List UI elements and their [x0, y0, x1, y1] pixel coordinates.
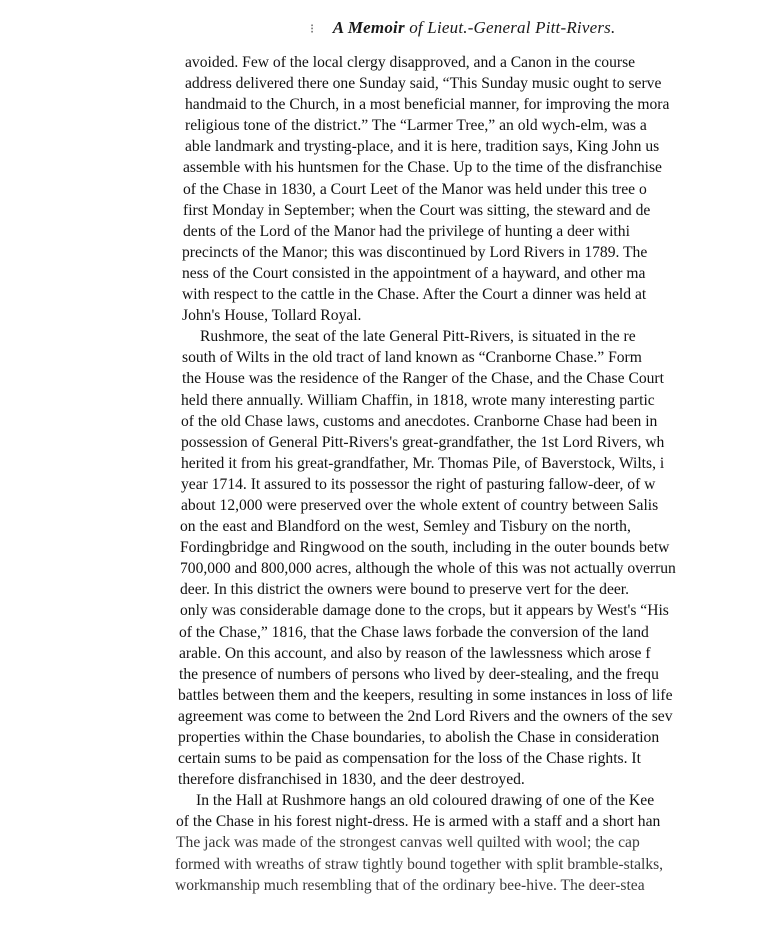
text-line: [0, 200, 768, 221]
text-line: [0, 875, 768, 896]
text-line: [0, 115, 768, 136]
line-text: John's House, Tollard Royal.: [182, 307, 362, 325]
line-text: of the Chase,” 1816, that the Chase laws forbade the conversion of the land: [179, 623, 649, 641]
text-line: [0, 157, 768, 178]
line-text: handmaid to the Church, in a most beneficial manner, for improving the mora: [185, 96, 670, 114]
line-text: of the Chase in 1830, a Court Leet of the Manor was held under this tree o: [183, 180, 647, 198]
line-text: avoided. Few of the local clergy disapproved, and a Canon in the course: [185, 54, 636, 71]
line-text: of the Chase in his forest night-dress. He is armed with a staff and a short han: [176, 813, 661, 831]
line-text: precincts of the Manor; this was discontinued by Lord Rivers in 1789. The: [182, 243, 648, 261]
text-line: [0, 600, 768, 621]
line-text: properties within the Chase boundaries, to abolish the Chase in consideration: [178, 729, 660, 746]
line-text: In the Hall at Rushmore hangs an old coloured drawing of one of the Kee: [196, 792, 655, 810]
text-line: [0, 854, 768, 875]
text-line: [0, 622, 768, 643]
text-line: [0, 495, 768, 516]
ornament-mark: ⁝: [310, 21, 315, 36]
text-line: [0, 685, 768, 706]
line-text: with respect to the cattle in the Chase. After the Court a dinner was held at: [182, 286, 647, 304]
text-line: [0, 769, 768, 790]
text-line: [0, 136, 768, 157]
text-line: [0, 179, 768, 200]
text-line: [0, 368, 768, 389]
text-line: [0, 326, 768, 347]
text-line: [0, 579, 768, 600]
text-line: [0, 263, 768, 284]
line-text: therefore disfranchised in 1830, and the deer destroyed.: [178, 771, 525, 789]
line-text: of the old Chase laws, customs and anecdotes. Cranborne Chase had been in: [181, 412, 658, 430]
text-line: [0, 347, 768, 368]
line-text: on the east and Blandford on the west, Semley and Tisbury on the north,: [180, 518, 631, 536]
text-line: [0, 221, 768, 242]
body-text: [0, 52, 768, 896]
line-text: formed with wreaths of straw tightly bound together with split bramble-stalks,: [175, 855, 664, 873]
line-text: deer. In this district the owners were bound to preserve vert for the deer.: [180, 581, 630, 599]
text-line: [0, 643, 768, 664]
line-text: year 1714. It assured to its possessor the right of pasturing fallow-deer, of w: [181, 475, 656, 493]
line-text: ness of the Court consisted in the appointment of a hayward, and other ma: [182, 264, 646, 282]
text-line: [0, 558, 768, 579]
text-line: [0, 73, 768, 94]
text-line: [0, 664, 768, 685]
line-text: agreement was come to between the 2nd Lord Rivers and the owners of the sev: [178, 707, 673, 725]
line-text: only was considerable damage done to the crops, but it appears by West's “His: [180, 602, 669, 620]
text-line: [0, 453, 768, 474]
line-text: possession of General Pitt-Rivers's great-grandfather, the 1st Lord Rivers, wh: [181, 433, 665, 451]
text-line: [0, 832, 768, 853]
text-line: [0, 52, 768, 73]
text-line: [0, 94, 768, 115]
line-text: first Monday in September; when the Court was sitting, the steward and de: [183, 201, 651, 219]
line-text: the presence of numbers of persons who lived by deer-stealing, and the frequ: [179, 665, 659, 683]
text-line: [0, 537, 768, 558]
line-text: workmanship much resembling that of the ordinary bee-hive. The deer-stea: [175, 876, 645, 894]
text-line: [0, 390, 768, 411]
text-line: [0, 516, 768, 537]
text-line: [0, 811, 768, 832]
running-header: [310, 18, 615, 38]
line-text: herited it from his great-grandfather, Mr. Thomas Pile, of Baverstock, Wilts, i: [181, 454, 665, 472]
text-line: [0, 748, 768, 769]
line-text: assemble with his huntsmen for the Chase. Up to the time of the disfranchise: [183, 159, 662, 177]
line-text: able landmark and trysting-place, and it is here, tradition says, King John us: [185, 138, 660, 156]
text-line: [0, 242, 768, 263]
line-text: 700,000 and 800,000 acres, although the whole of this was not actually overrun: [180, 560, 676, 578]
line-text: certain sums to be paid as compensation for the loss of the Chase rights. It: [178, 750, 641, 768]
text-line: [0, 411, 768, 432]
line-text: the House was the residence of the Ranger of the Chase, and the Chase Court: [182, 370, 664, 388]
line-text: address delivered there one Sunday said, “This Sunday music ought to serve: [185, 75, 662, 93]
line-text: religious tone of the district.” The “Larmer Tree,” an old wych-elm, was a: [185, 117, 647, 135]
text-line: [0, 790, 768, 811]
text-line: [0, 432, 768, 453]
text-line: [0, 727, 768, 748]
line-text: Fordingbridge and Ringwood on the south, including in the outer bounds betw: [180, 539, 670, 557]
text-line: [0, 706, 768, 727]
line-text: south of Wilts in the old tract of land known as “Cranborne Chase.” Form: [182, 349, 642, 367]
line-text: The jack was made of the strongest canvas well quilted with wool; the cap: [176, 834, 640, 852]
text-line: [0, 474, 768, 495]
line-text: dents of the Lord of the Manor had the privilege of hunting a deer withi: [183, 222, 630, 240]
line-text: battles between them and the keepers, resulting in some instances in loss of life: [178, 686, 673, 704]
text-line: [0, 305, 768, 326]
header-title-emphasis: A Memoir: [332, 18, 405, 37]
line-text: about 12,000 were preserved over the whole extent of country between Salis: [181, 496, 659, 514]
text-line: [0, 284, 768, 305]
line-text: Rushmore, the seat of the late General Pitt-Rivers, is situated in the re: [200, 328, 636, 346]
line-text: held there annually. William Chaffin, in 1818, wrote many interesting partic: [181, 391, 655, 409]
header-title-rest: of Lieut.-General Pitt-Rivers.: [404, 18, 616, 37]
line-text: arable. On this account, and also by reason of the lawlessness which arose f: [179, 644, 651, 662]
